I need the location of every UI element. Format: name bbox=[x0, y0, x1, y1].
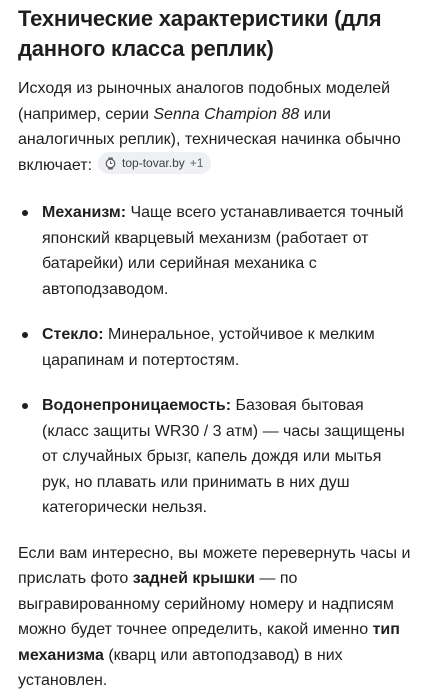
spec-description: Чаще всего устанавливается точный японский кварцевый механизм (работает от батарейки) или серийная механика с автоподзаводом. bbox=[42, 204, 404, 298]
list-item bbox=[18, 322, 411, 373]
watch-icon bbox=[104, 157, 117, 170]
intro-text-end: или аналогичных реплик), техническая начинка обычно включает: bbox=[18, 105, 401, 174]
intro-model-name: Senna Champion 88 bbox=[153, 105, 300, 123]
outro-text-2: — по выгравированному серийному номеру и надписям можно будет точнее определить, какой именно bbox=[18, 570, 394, 638]
bullet-icon bbox=[22, 332, 28, 338]
list-item-text bbox=[42, 393, 411, 521]
list-item bbox=[18, 200, 411, 302]
spec-term: Механизм: bbox=[42, 204, 127, 221]
spec-description: Базовая бытовая (класс защиты WR30 / 3 атм) — часы защищены от случайных брызг, капель дождя или мытья рук, но плавать или принимать в них душ категорически нельзя. bbox=[42, 397, 405, 516]
outro-emphasis-back-cover: задней крышки bbox=[132, 570, 255, 587]
spec-term: Водонепроницаемость: bbox=[42, 397, 232, 414]
list-item bbox=[18, 393, 411, 521]
bullet-icon bbox=[22, 403, 28, 409]
section-heading: Технические характеристики (для данного класса реплик) bbox=[18, 6, 382, 61]
intro-text-start: Исходя из рыночных аналогов подобных моделей (например, серии bbox=[18, 80, 391, 123]
list-item-text bbox=[42, 322, 411, 373]
spec-term: Стекло: bbox=[42, 326, 104, 343]
source-chip[interactable] bbox=[98, 152, 211, 174]
spec-description: Минеральное, устойчивое к мелким царапинам и потертостям. bbox=[42, 326, 375, 369]
outro-text-1: Если вам интересно, вы можете перевернуть часы и прислать фото bbox=[18, 544, 411, 587]
outro-paragraph bbox=[18, 541, 411, 694]
outro-emphasis-mechanism-type: тип механизма bbox=[18, 621, 400, 664]
source-chip-label: top-tovar.by bbox=[122, 156, 185, 171]
outro-text-3: (кварц или автоподзавод) в них установлен. bbox=[18, 646, 343, 689]
intro-paragraph bbox=[18, 76, 411, 178]
spec-list bbox=[18, 200, 411, 521]
source-chip-count: +1 bbox=[189, 156, 204, 171]
bullet-icon bbox=[22, 210, 28, 216]
list-item-text bbox=[42, 200, 411, 302]
